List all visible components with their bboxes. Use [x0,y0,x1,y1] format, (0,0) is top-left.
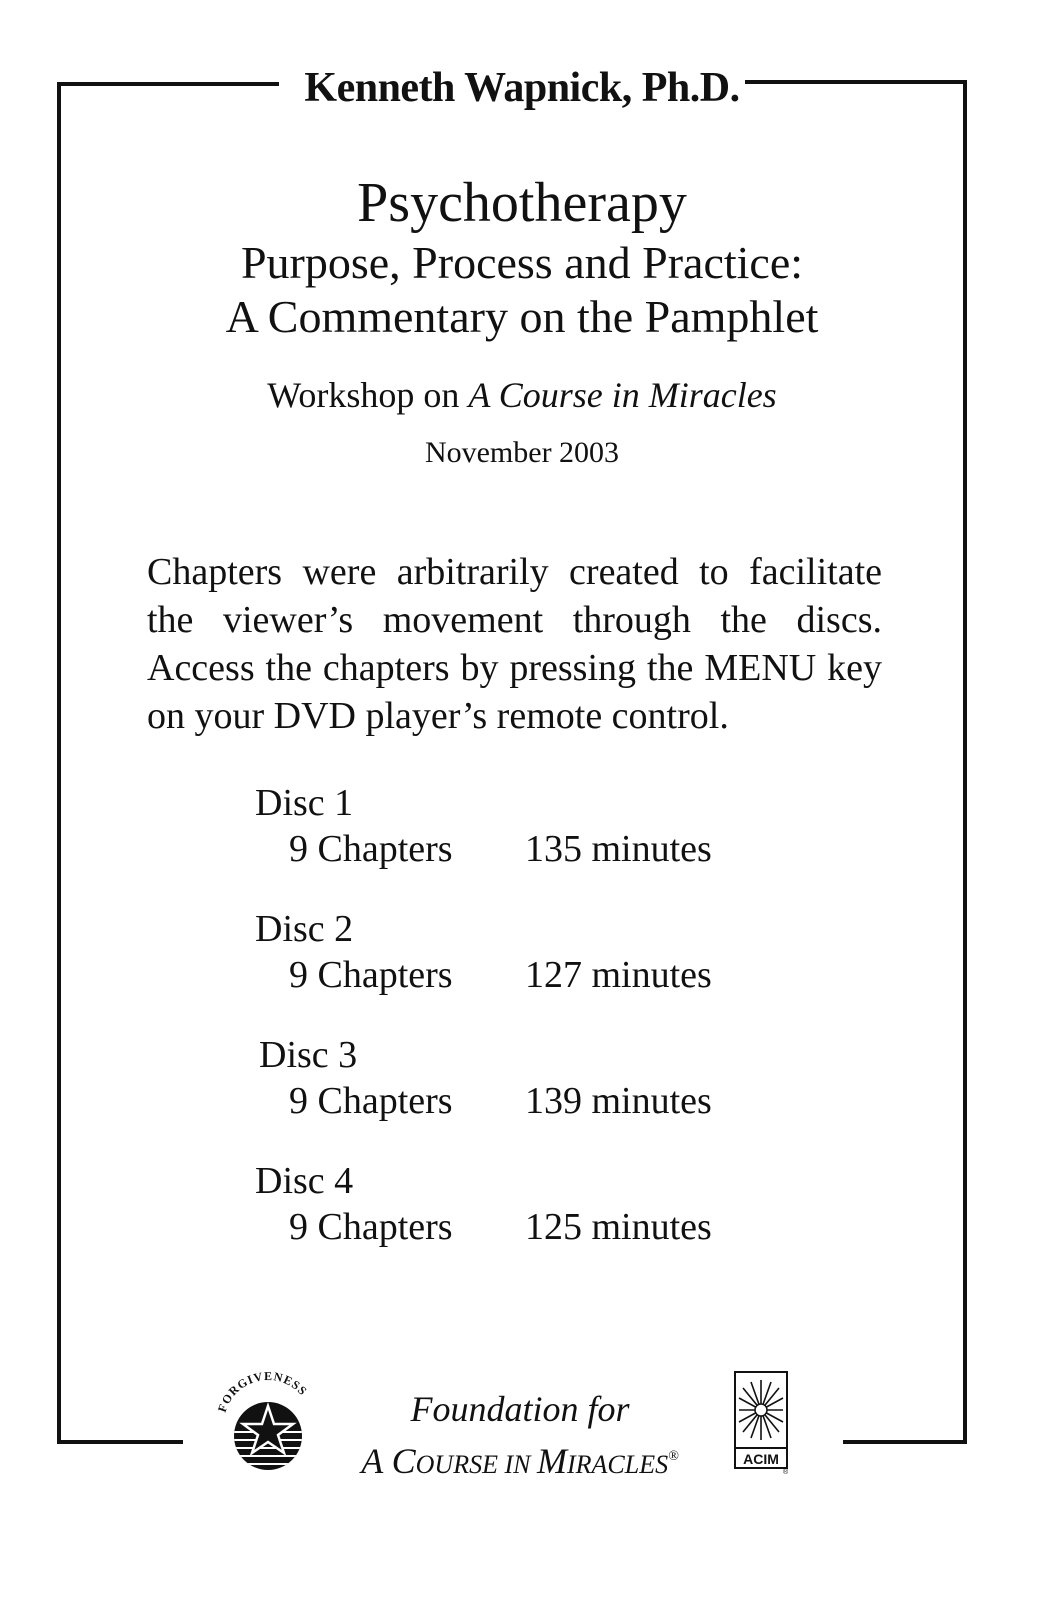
frame-bottom-right-line [843,1440,967,1444]
foundation-word-miracles-initial: M [536,1441,567,1481]
foundation-word-a: A [361,1441,392,1481]
disc-duration: 139 minutes [525,1080,712,1122]
disc-4 [255,1158,712,1250]
workshop-book-title: A Course in Miracles [468,375,777,415]
chapter-instructions: Chapters were arbitrarily created to facilitate the viewer’s movement through the discs. Access the chapters by pressing the MENU key on your DVD player’s remote control. [147,551,882,737]
foundation-word-miracles-rest: IRACLES [566,1450,669,1479]
title-subtitle-line-1: Purpose, Process and Practice: [240,237,804,288]
disc-title: Disc 2 [255,908,354,950]
foundation-line-2 [340,1433,700,1489]
disc-title: Disc 4 [255,1160,354,1202]
disc-duration: 135 minutes [525,828,712,870]
title-block [0,170,1044,344]
disc-chapters: 9 Chapters [289,828,453,870]
forgiveness-star-icon [212,1372,322,1472]
foundation-word-course-initial: C [391,1441,416,1481]
workshop-date: November 2003 [424,436,620,469]
disc-duration: 127 minutes [525,954,712,996]
disc-chapters: 9 Chapters [289,1080,453,1122]
disc-chapters: 9 Chapters [289,954,453,996]
disc-chapters: 9 Chapters [289,1206,453,1248]
acim-logo-label: ACIM [743,1451,779,1467]
disc-1 [255,780,712,872]
disc-title: Disc 3 [259,1034,358,1076]
workshop-prefix: Workshop on [267,375,469,415]
foundation-name [340,1385,700,1489]
forgiveness-logo [212,1372,322,1472]
disc-info-row [255,826,712,872]
acim-starburst-icon [733,1370,789,1476]
disc-title: Disc 1 [255,782,354,824]
disc-2 [255,906,712,998]
title-main: Psychotherapy [357,172,687,234]
title-subtitle-line-2: A Commentary on the Pamphlet [225,291,819,342]
disc-duration: 125 minutes [525,1206,712,1248]
disc-info-row [255,1078,712,1124]
workshop-line [0,374,1044,416]
foundation-line-1: Foundation for [410,1389,630,1429]
forgiveness-arc-text: FORGIVENESS [214,1372,311,1415]
acim-registered-mark: ® [783,1469,789,1476]
disc-info-row [255,952,712,998]
disc-info-row [255,1204,712,1250]
author-name: Kenneth Wapnick, Ph.D. [304,65,740,111]
acim-logo [733,1370,789,1476]
foundation-word-course-rest: OURSE IN [415,1450,537,1479]
frame-bottom-left-line [57,1440,183,1444]
registered-mark: ® [668,1449,679,1464]
disc-3 [255,1032,712,1124]
